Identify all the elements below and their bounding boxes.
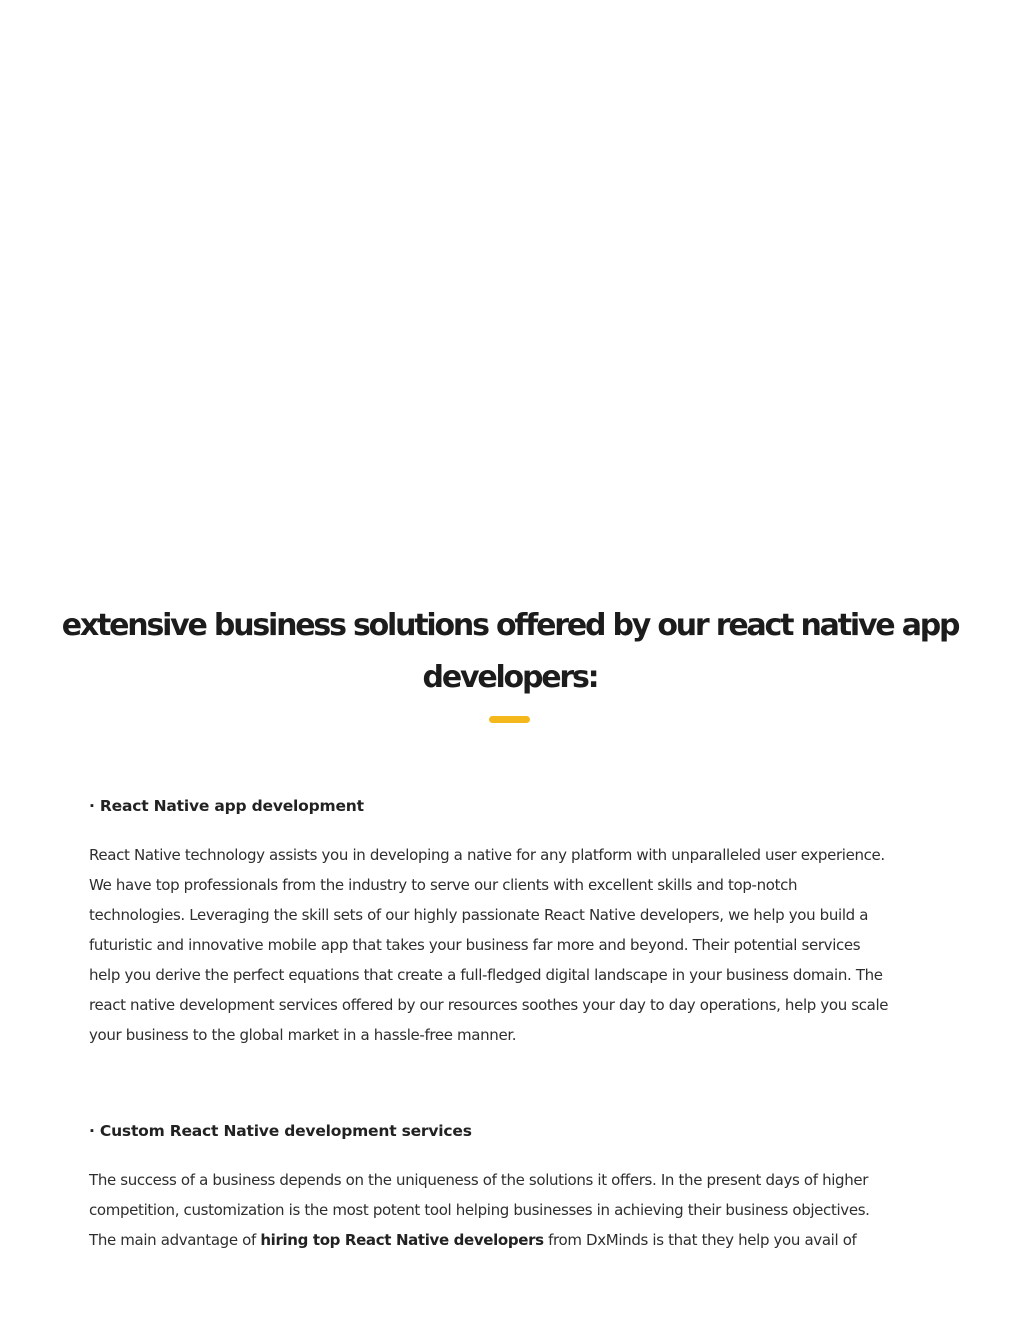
section-title-text: Custom React Native development services [99,1122,472,1140]
body-line: futuristic and innovative mobile app that takes your business far more and beyond. Their potential services [89,936,861,954]
section-title-custom-react-native-development [89,1122,472,1140]
heading-accent-underline [489,716,530,723]
body-line: competition, customization is the most potent tool helping businesses in achieving their business objectives. [89,1201,870,1219]
page-heading [60,600,960,704]
heading-line-2: developers: [422,660,598,695]
body-line: help you derive the perfect equations that create a full-fledged digital landscape in your business domain. The [89,966,883,984]
section-title-text: React Native app development [99,797,364,815]
bullet: · [89,1122,95,1140]
section-title-react-native-app-development [89,797,364,815]
body-line: React Native technology assists you in developing a native for any platform with unparalleled user experience. [89,846,885,864]
body-line: technologies. Leveraging the skill sets of our highly passionate React Native developers, we help you build a [89,906,869,924]
heading-line-1: extensive business solutions offered by our react native app [61,608,959,643]
section-body-custom-react-native-development [89,1165,939,1255]
section-body-react-native-app-development [89,840,939,1050]
body-line: react native development services offered by our resources soothes your day to day operations, help you scale [89,996,889,1014]
bullet: · [89,797,95,815]
body-line-after: from DxMinds is that they help you avail of [543,1231,857,1249]
body-line: The success of a business depends on the uniqueness of the solutions it offers. In the present days of higher [89,1171,869,1189]
body-line: your business to the global market in a hassle-free manner. [89,1026,517,1044]
hiring-developers-emphasis: hiring top React Native developers [260,1231,544,1249]
body-line: We have top professionals from the industry to serve our clients with excellent skills and top-notch [89,876,798,894]
body-line-before: The main advantage of [89,1231,261,1249]
